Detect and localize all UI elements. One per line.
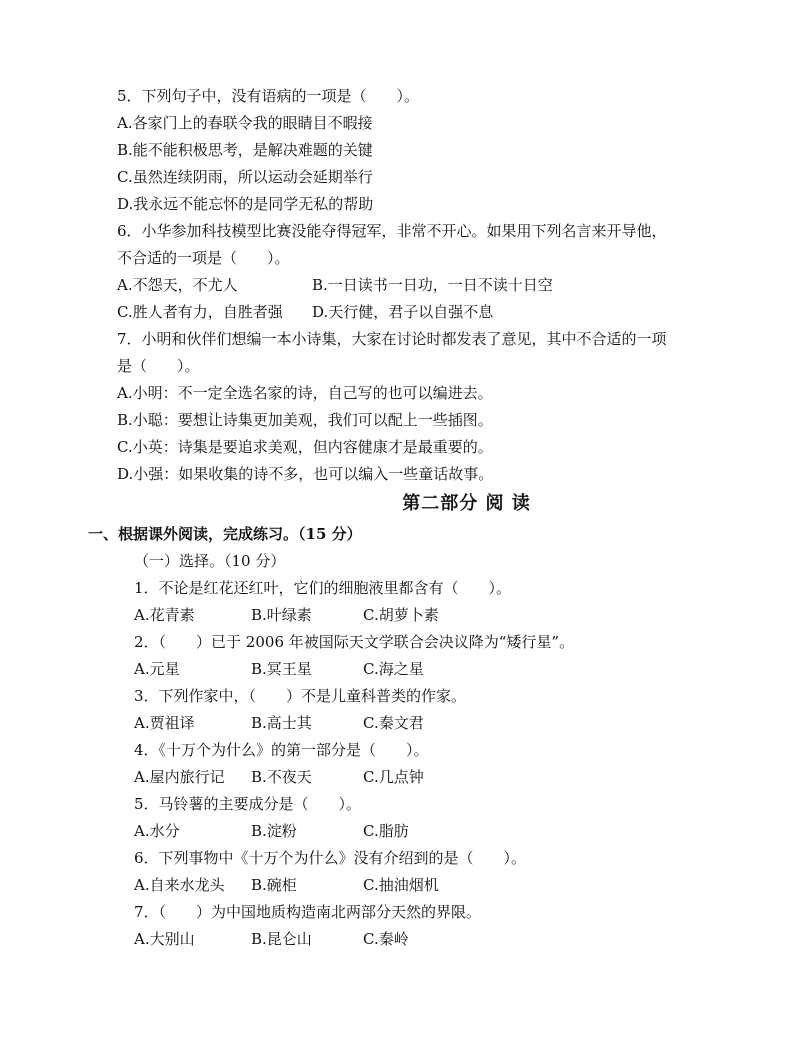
q6-option-a: A.不怨天，不尤人 [117,276,238,294]
r-q7-option-b: B.昆仑山 [251,930,312,948]
r-q1-option-c: C.胡萝卜素 [363,606,439,624]
q6-stem-line2: 不合适的一项是（ ）。 [117,249,290,267]
part2-title: 第二部分 阅 读 [402,493,531,514]
r-q5-option-a: A.水分 [134,822,180,840]
r-q1-stem: 1．不论是红花还红叶，它们的细胞液里都含有（ ）。 [134,579,512,597]
q7-option-c: C.小英：诗集是要追求美观，但内容健康才是最重要的。 [117,438,493,456]
r-q5-option-c: C.脂肪 [363,822,409,840]
r-q2-option-a: A.元星 [134,660,180,678]
r-q1-option-b: B.叶绿素 [251,606,312,624]
sub-heading: （一）选择。（10 分） [134,552,286,570]
q6-option-d: D.天行健，君子以自强不息 [312,303,494,321]
r-q1-option-a: A.花青素 [134,606,195,624]
section1-heading: 一、根据课外阅读，完成练习。（15 分） [88,525,362,543]
r-q4-option-b: B.不夜天 [251,768,312,786]
r-q7-option-a: A.大别山 [134,930,195,948]
q5-option-a: A.各家门上的春联令我的眼睛目不暇接 [117,114,373,132]
q7-stem-line2: 是（ ）。 [117,357,200,375]
r-q7-stem: 7．（ ）为中国地质构造南北两部分天然的界限。 [134,903,482,921]
r-q2-option-b: B.冥王星 [251,660,312,678]
r-q6-option-a: A.自来水龙头 [134,876,225,894]
r-q6-option-b: B.碗柜 [251,876,297,894]
q7-option-b: B.小聪：要想让诗集更加美观，我们可以配上一些插图。 [117,411,493,429]
r-q3-option-a: A.贾祖译 [134,714,195,732]
r-q3-option-c: C.秦文君 [363,714,424,732]
r-q7-option-c: C.秦岭 [363,930,409,948]
q7-stem-line1: 7．小明和伙伴们想编一本小诗集，大家在讨论时都发表了意见，其中不合适的一项 [117,330,667,348]
r-q6-option-c: C.抽油烟机 [363,876,439,894]
q5-stem: 5．下列句子中，没有语病的一项是（ ）。 [117,87,420,105]
r-q2-option-c: C.海之星 [363,660,424,678]
r-q6-stem: 6．下列事物中《十万个为什么》没有介绍到的是（ ）。 [134,849,527,867]
r-q5-option-b: B.淀粉 [251,822,297,840]
q5-option-d: D.我永远不能忘怀的是同学无私的帮助 [117,195,374,213]
r-q4-option-a: A.屋内旅行记 [134,768,225,786]
r-q4-stem: 4．《十万个为什么》的第一部分是（ ）。 [134,741,429,759]
r-q3-stem: 3．下列作家中，（ ）不是儿童科普类的作家。 [134,687,467,705]
q7-option-d: D.小强：如果收集的诗不多，也可以编入一些童话故事。 [117,465,494,483]
q5-option-c: C.虽然连续阴雨，所以运动会延期举行 [117,168,373,186]
r-q2-stem: 2．（ ）已于 2006 年被国际天文学联合会决议降为“矮行星”。 [134,633,575,651]
q6-stem-line1: 6．小华参加科技模型比赛没能夺得冠军，非常不开心。如果用下列名言来开导他， [117,222,667,240]
r-q3-option-b: B.高士其 [251,714,312,732]
r-q5-stem: 5．马铃薯的主要成分是（ ）。 [134,795,362,813]
q6-option-b: B.一日读书一日功，一日不读十日空 [312,276,553,294]
q5-option-b: B.能不能积极思考，是解决难题的关键 [117,141,373,159]
q7-option-a: A.小明：不一定全选名家的诗，自己写的也可以编进去。 [117,384,493,402]
q6-option-c: C.胜人者有力，自胜者强 [117,303,283,321]
r-q4-option-c: C.几点钟 [363,768,424,786]
